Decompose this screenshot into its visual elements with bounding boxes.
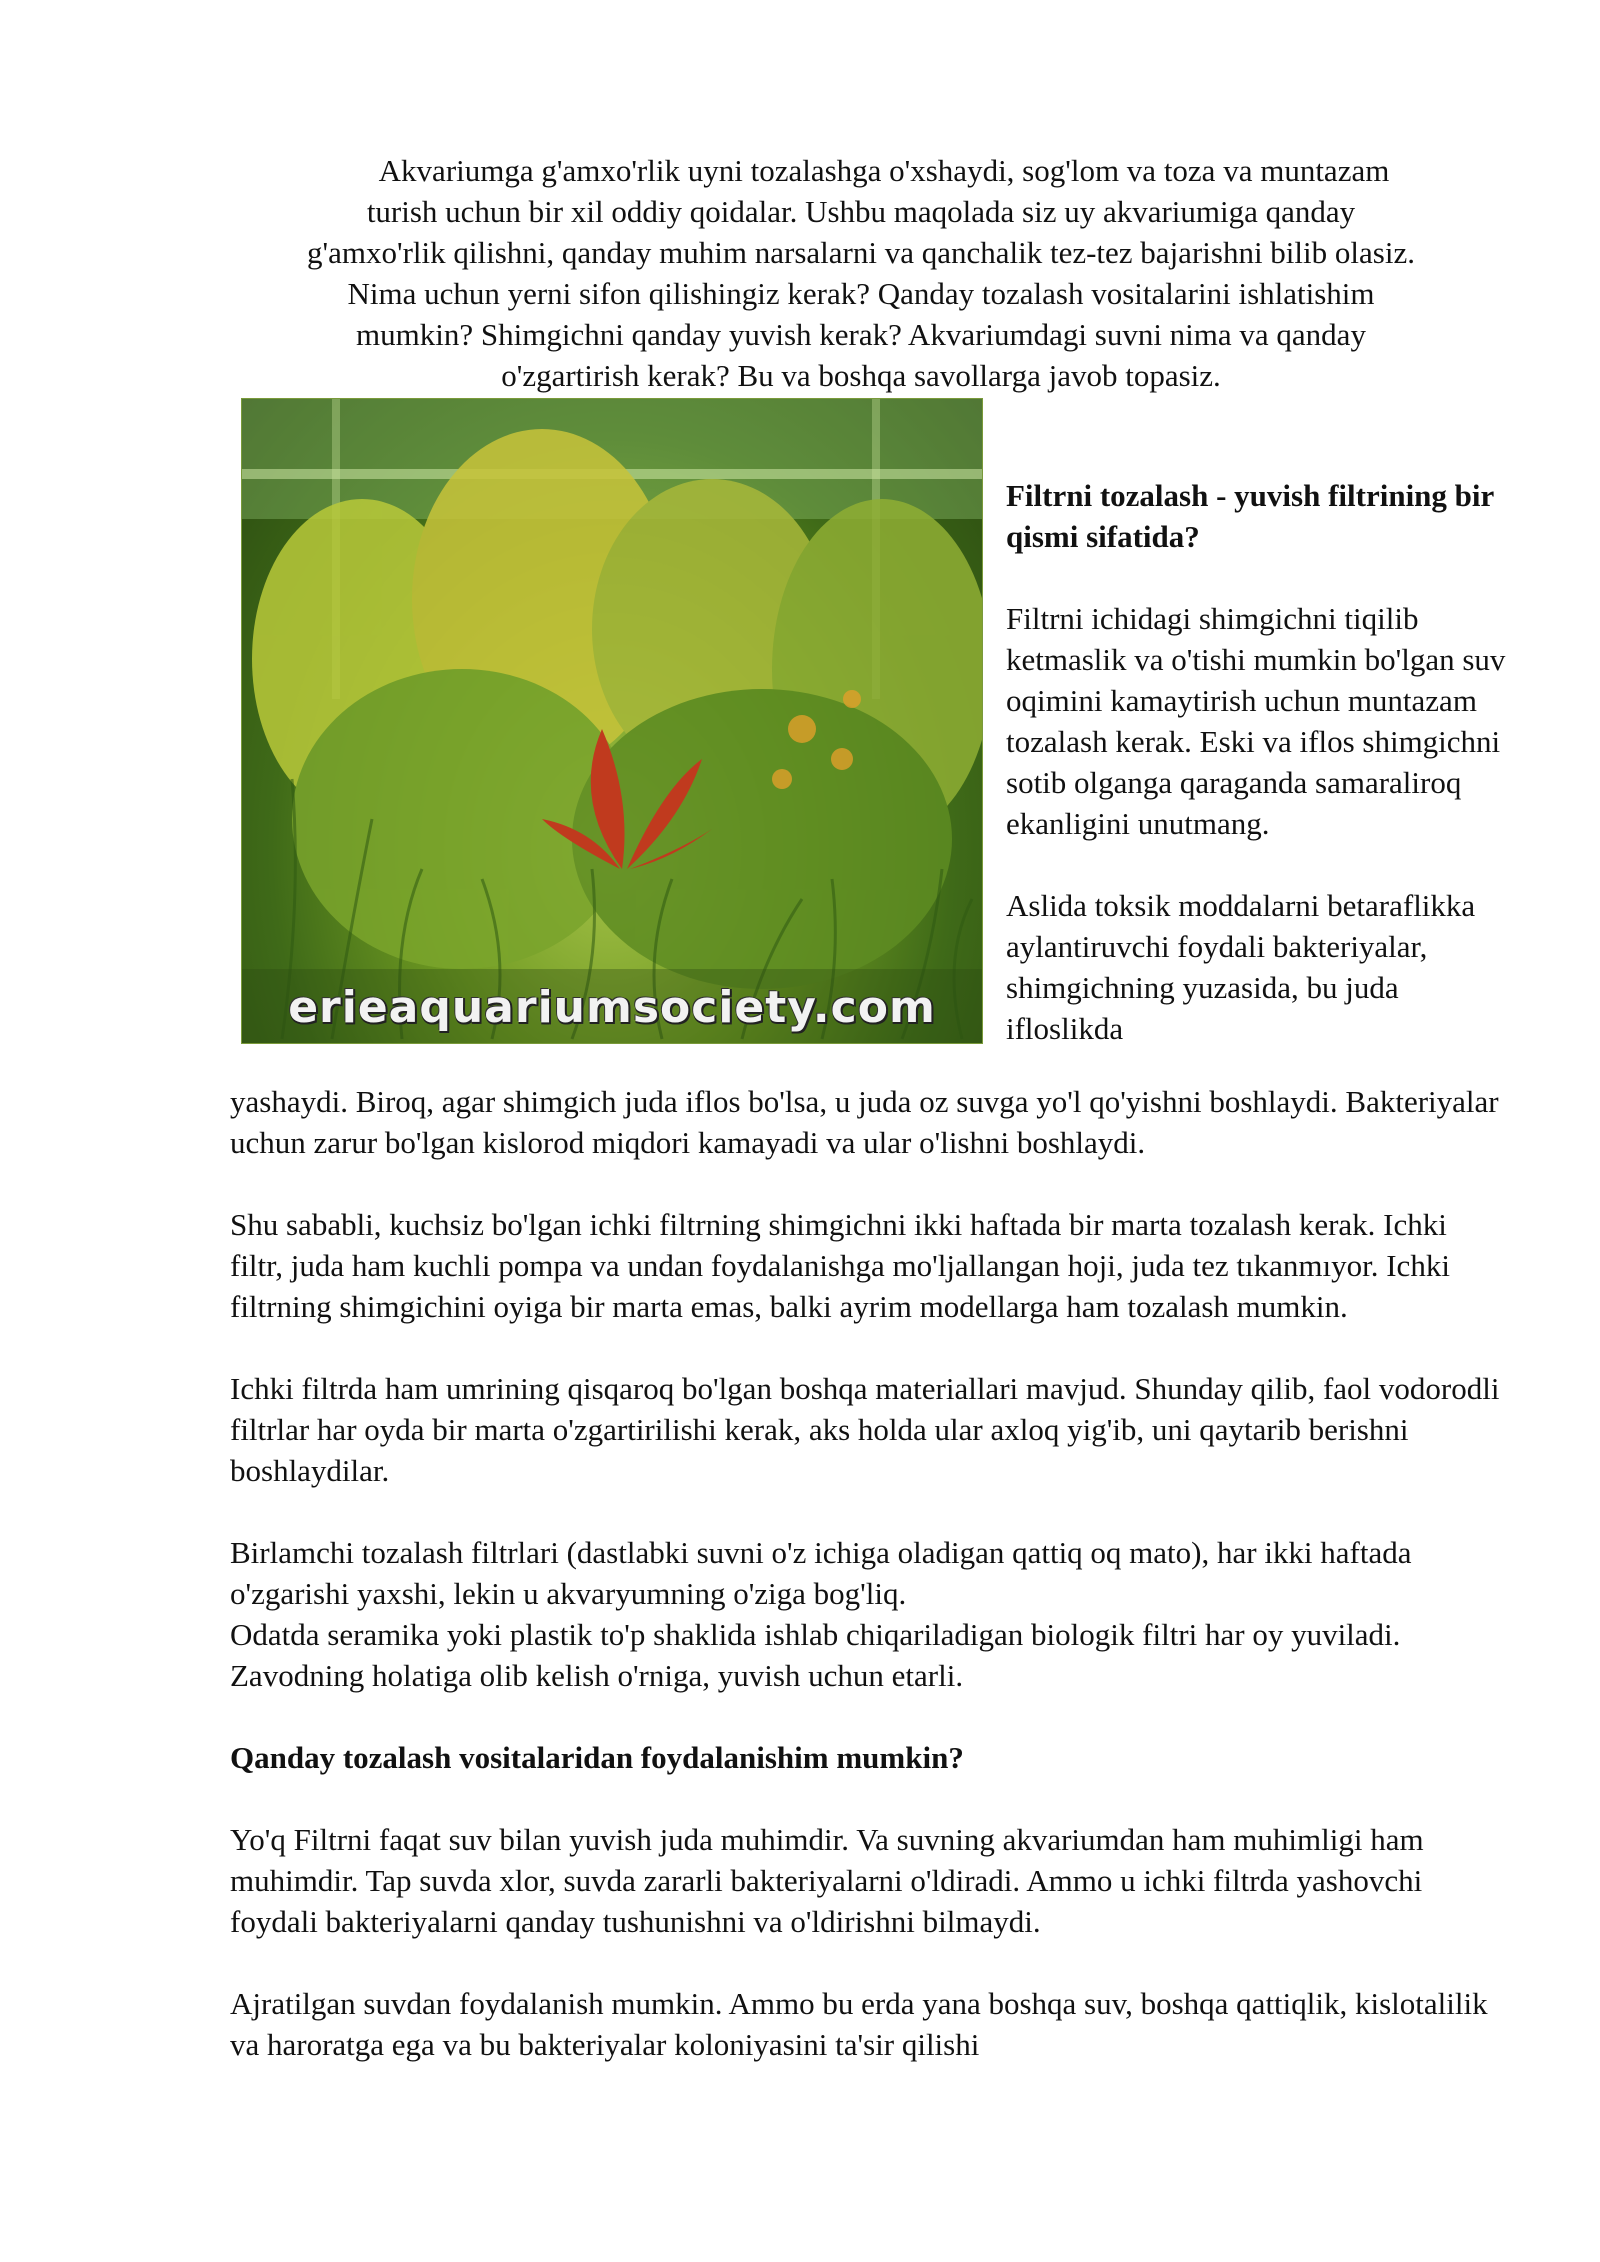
side-paragraph-2: Aslida toksik moddalarni betaraflikka aylantiruvchi foydali bakteriyalar, shimgichning yuzasida, bu juda ifloslikda [1006, 888, 1476, 1046]
paragraph-separated-water: Ajratilgan suvdan foydalanish mumkin. Ammo bu erda yana boshqa suv, boshqa qattiqlik, kislotalilik va haroratga ega va bu bakteriyalar koloniyasini ta'sir qilishi [230, 1986, 1488, 2062]
main-text [230, 1081, 1500, 2065]
paragraph-biological-filter: Odatda seramika yoki plastik to'p shaklida ishlab chiqariladigan biologik filtri har oy yuviladi. Zavodning holatiga olib kelish o'rniga, yuvish uchun etarli. [230, 1617, 1401, 1693]
aquarium-plants-illustration [242, 399, 982, 1043]
intro-line-5: mumkin? Shimgichni qanday yuvish kerak? Akvariumdagi suvni nima va qanday [356, 317, 1366, 352]
side-paragraph-1: Filtrni ichidagi shimgichni tiqilib ketmaslik va o'tishi mumkin bo'lgan suv oqimini kamaytirish uchun muntazam tozalash kerak. Eski va iflos shimgichni sotib olganga qaraganda samaraliroq ekanligini unutmang. [1006, 601, 1506, 841]
aquarium-photo [241, 398, 983, 1044]
photo-watermark: erieaquariumsociety.com [288, 982, 936, 1033]
intro-line-3: g'amxo'rlik qilishni, qanday muhim narsalarni va qanchalik tez-tez bajarishni bilib olasiz. [307, 235, 1415, 270]
intro-line-1: Akvariumga g'amxo'rlik uyni tozalashga o'xshaydi, sog'lom va toza va muntazam [378, 153, 1390, 188]
intro-line-4: Nima uchun yerni sifon qilishingiz kerak? Qanday tozalash vositalarini ishlatishim [347, 276, 1375, 311]
paragraph-primary-filters: Birlamchi tozalash filtrlari (dastlabki suvni o'z ichiga oladigan qattiq oq mato), har ikki haftada o'zgarishi yaxshi, lekin u akvaryumning o'ziga bog'liq. [230, 1535, 1412, 1611]
section-heading-cleaning-tools: Qanday tozalash vositalaridan foydalanishim mumkin? [230, 1740, 964, 1775]
intro-line-2: turish uchun bir xil oddiy qoidalar. Ushbu maqolada siz uy akvariumiga qanday [366, 194, 1356, 229]
intro-line-6: o'zgartirish kerak? Bu va boshqa savollarga javob topasiz. [501, 358, 1221, 393]
paragraph-water-only: Yo'q Filtrni faqat suv bilan yuvish juda muhimdir. Va suvning akvariumdan ham muhimligi ham muhimdir. Tap suvda xlor, suvda zararli bakteriyalarni o'ldiradi. Ammo u ichki filtrda yashovchi foydali bakteriyalarni qanday tushunishni va o'ldirishni bilmaydi. [230, 1822, 1424, 1939]
paragraph-filter-materials: Ichki filtrda ham umrining qisqaroq bo'lgan boshqa materiallari mavjud. Shunday qilib, faol vodorodli filtrlar har oyda bir marta o'zgartirilishi kerak, aks holda ular axloq yig'ib, uni qaytarib berishni boshlaydilar. [230, 1371, 1500, 1488]
paragraph-bacteria: yashaydi. Biroq, agar shimgich juda iflos bo'lsa, u juda oz suvga yo'l qo'yishni boshlaydi. Bakteriyalar uchun zarur bo'lgan kislorod miqdori kamayadi va ular o'lishni boshlaydi. [230, 1084, 1499, 1160]
intro-paragraph [228, 150, 1494, 396]
section-heading-filter-cleaning: Filtrni tozalash - yuvish filtrining bir qismi sifatida? [1006, 478, 1494, 554]
paragraph-sponge-cleaning: Shu sababli, kuchsiz bo'lgan ichki filtrning shimgichni ikki haftada bir marta tozalash kerak. Ichki filtr, juda ham kuchli pompa va undan foydalanishga mo'ljallangan hoji, juda tez tıkanmıyor. Ichki filtrning shimgichini oyiga bir marta emas, balki ayrim modellarga ham tozalash mumkin. [230, 1207, 1450, 1324]
side-column [1006, 475, 1506, 1049]
